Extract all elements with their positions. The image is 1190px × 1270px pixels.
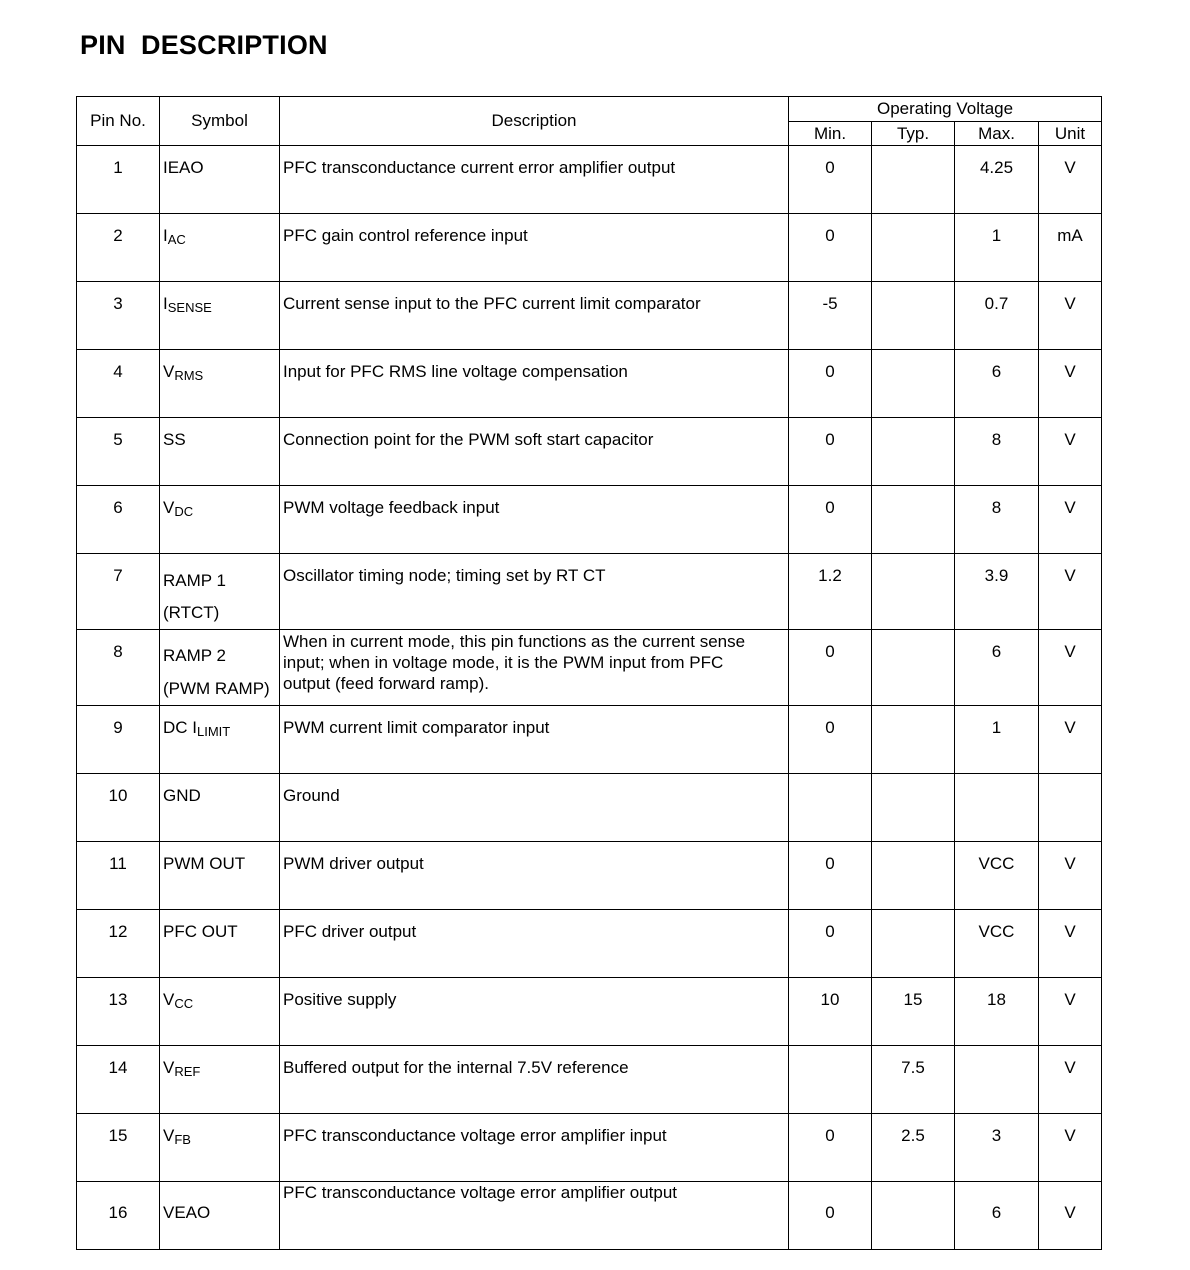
pin-symbol: [160, 554, 279, 629]
symbol-cell: [160, 910, 280, 978]
max-cell: [955, 842, 1039, 910]
unit-value: V: [1064, 1203, 1076, 1222]
min-value: 0: [825, 498, 835, 517]
pin-symbol: [160, 842, 279, 874]
pin-symbol: [160, 282, 279, 314]
pin-symbol: [160, 214, 279, 246]
symbol-text: PFC OUT: [163, 922, 238, 941]
min-value: 0: [825, 362, 835, 381]
min-cell: [789, 486, 872, 554]
max-cell: [955, 1114, 1039, 1182]
symbol-cell: [160, 630, 280, 706]
typ-value: [872, 706, 954, 718]
pin-number-cell: [77, 1182, 160, 1250]
description-cell: [280, 842, 789, 910]
symbol-text: SS: [163, 430, 186, 449]
max-value: 3: [991, 1126, 1002, 1145]
symbol-subscript: AC: [167, 232, 186, 247]
table-row: [77, 1046, 1102, 1114]
unit-cell: [1039, 214, 1102, 282]
pin-number-cell: [77, 350, 160, 418]
unit-value: V: [1064, 362, 1076, 381]
pin-number: 11: [109, 854, 127, 873]
pin-description: PFC transconductance current error amplifier output: [283, 158, 676, 177]
min-value: 0: [825, 854, 835, 873]
description-line-1: When in current mode, this pin functions as the current sense: [283, 632, 746, 651]
pin-symbol: [160, 774, 279, 806]
pin-number: 9: [113, 718, 123, 737]
table-row: [77, 842, 1102, 910]
symbol-text: I: [163, 226, 168, 245]
header-typ: Typ.: [872, 122, 955, 146]
description-cell: [280, 554, 789, 630]
max-cell: [955, 774, 1039, 842]
symbol-text: GND: [163, 786, 201, 805]
unit-value: mA: [1057, 226, 1083, 245]
typ-value: [872, 554, 954, 566]
description-cell: [280, 978, 789, 1046]
typ-cell: [872, 978, 955, 1046]
pin-symbol: [160, 910, 279, 942]
table-row: [77, 282, 1102, 350]
symbol-text: I: [163, 294, 168, 313]
header-description: Description: [280, 97, 789, 146]
pin-symbol: [160, 630, 279, 705]
symbol-cell: [160, 214, 280, 282]
min-value: [789, 1046, 871, 1058]
max-value: VCC: [978, 922, 1015, 941]
description-cell: [280, 486, 789, 554]
pin-description: PWM voltage feedback input: [283, 498, 500, 517]
symbol-text: IEAO: [163, 158, 204, 177]
min-value: 0: [825, 642, 835, 661]
pin-number-cell: [77, 486, 160, 554]
unit-value: V: [1064, 294, 1076, 313]
unit-cell: [1039, 350, 1102, 418]
pin-number: 5: [113, 430, 123, 449]
pin-number-cell: [77, 706, 160, 774]
typ-value: 15: [903, 990, 923, 1009]
pin-number-cell: [77, 554, 160, 630]
pin-symbol: [160, 1182, 279, 1223]
min-cell: [789, 418, 872, 486]
symbol-text: V: [163, 1126, 175, 1145]
symbol-cell: [160, 978, 280, 1046]
pin-description: PFC driver output: [283, 922, 417, 941]
pin-description: PWM driver output: [283, 854, 424, 873]
symbol-subscript: REF: [174, 1064, 201, 1079]
max-cell: [955, 1182, 1039, 1250]
pin-number: 4: [113, 362, 123, 381]
unit-value: V: [1064, 642, 1076, 661]
unit-value: [1039, 774, 1101, 786]
typ-cell: [872, 554, 955, 630]
pin-number-cell: [77, 774, 160, 842]
symbol-cell: [160, 1114, 280, 1182]
typ-value: 7.5: [901, 1058, 925, 1077]
pin-number-cell: [77, 418, 160, 486]
max-value: VCC: [978, 854, 1015, 873]
typ-value: [872, 910, 954, 922]
min-cell: [789, 910, 872, 978]
max-cell: [955, 978, 1039, 1046]
max-cell: [955, 910, 1039, 978]
symbol-subscript: SENSE: [167, 300, 212, 315]
pin-number-cell: [77, 910, 160, 978]
table-row: [77, 1182, 1102, 1250]
pin-description-table: [76, 96, 1102, 1250]
min-value: 0: [825, 1203, 835, 1222]
max-cell: [955, 418, 1039, 486]
symbol-cell: [160, 1046, 280, 1114]
symbol-subscript: FB: [174, 1132, 191, 1147]
typ-value: [872, 350, 954, 362]
pin-number: 12: [108, 922, 128, 941]
symbol-subscript: RMS: [174, 368, 204, 383]
description-cell: [280, 706, 789, 774]
unit-cell: [1039, 630, 1102, 706]
table-row: [77, 418, 1102, 486]
pin-number-cell: [77, 1114, 160, 1182]
unit-value: V: [1064, 854, 1076, 873]
max-value: 18: [987, 990, 1006, 1009]
max-value: [955, 774, 1038, 786]
typ-value: [872, 418, 954, 430]
typ-cell: [872, 842, 955, 910]
table-row: [77, 1114, 1102, 1182]
min-value: [789, 774, 871, 786]
typ-value: [872, 774, 954, 786]
symbol-text: VEAO: [163, 1203, 211, 1222]
symbol-cell: [160, 1182, 280, 1250]
description-cell: [280, 350, 789, 418]
pin-symbol: [160, 418, 279, 450]
max-value: 3.9: [984, 566, 1009, 585]
typ-value: [872, 842, 954, 854]
pin-description: Current sense input to the PFC current limit comparator: [283, 294, 701, 313]
typ-value: [872, 486, 954, 498]
table-row: [77, 486, 1102, 554]
typ-cell: [872, 418, 955, 486]
typ-cell: [872, 1182, 955, 1250]
typ-cell: [872, 350, 955, 418]
pin-number-cell: [77, 146, 160, 214]
min-cell: [789, 978, 872, 1046]
max-value: 1: [991, 226, 1002, 245]
table-row: [77, 706, 1102, 774]
description-cell: [280, 1182, 789, 1250]
symbol-cell: [160, 282, 280, 350]
unit-cell: [1039, 1114, 1102, 1182]
pin-number: 10: [108, 786, 128, 805]
pin-number-cell: [77, 282, 160, 350]
description-cell: [280, 630, 789, 706]
unit-cell: [1039, 910, 1102, 978]
pin-symbol: [160, 146, 279, 178]
typ-cell: [872, 706, 955, 774]
typ-cell: [872, 282, 955, 350]
pin-number-cell: [77, 214, 160, 282]
unit-value: V: [1064, 1058, 1076, 1077]
max-value: 1: [991, 718, 1002, 737]
table-row: [77, 214, 1102, 282]
pin-number: 16: [108, 1203, 128, 1222]
pin-number: 14: [108, 1058, 128, 1077]
unit-cell: [1039, 842, 1102, 910]
symbol-subscript: LIMIT: [197, 724, 231, 739]
max-cell: [955, 146, 1039, 214]
pin-number-cell: [77, 978, 160, 1046]
table-row: [77, 554, 1102, 630]
min-cell: [789, 282, 872, 350]
min-cell: [789, 774, 872, 842]
min-value: 1.2: [818, 566, 842, 585]
table-row: [77, 146, 1102, 214]
pin-description: Positive supply: [283, 990, 397, 1009]
pin-number: 8: [113, 642, 123, 661]
pin-number: 13: [108, 990, 128, 1009]
min-value: 0: [825, 718, 835, 737]
unit-cell: [1039, 706, 1102, 774]
min-value: 0: [825, 158, 835, 177]
unit-value: V: [1064, 922, 1076, 941]
header-max: Max.: [955, 122, 1039, 146]
max-cell: [955, 350, 1039, 418]
typ-cell: [872, 486, 955, 554]
unit-cell: [1039, 418, 1102, 486]
max-value: 6: [991, 362, 1002, 381]
unit-cell: [1039, 774, 1102, 842]
description-cell: [280, 214, 789, 282]
max-value: 4.25: [979, 158, 1014, 177]
symbol-text: V: [163, 362, 175, 381]
typ-cell: [872, 1114, 955, 1182]
description-cell: [280, 774, 789, 842]
unit-value: V: [1064, 498, 1076, 517]
symbol-cell: [160, 146, 280, 214]
pin-description: PFC transconductance voltage error amplifier input: [283, 1126, 667, 1145]
pin-symbol: [160, 1114, 279, 1146]
pin-description: [280, 630, 788, 694]
pin-description: Connection point for the PWM soft start capacitor: [283, 430, 654, 449]
max-value: 6: [991, 1203, 1002, 1222]
description-line-2: input; when in voltage mode, it is the PWM input from PFC: [283, 653, 724, 672]
description-cell: [280, 910, 789, 978]
page-title: PIN DESCRIPTION: [80, 30, 328, 60]
unit-cell: [1039, 978, 1102, 1046]
pin-number: 2: [113, 226, 123, 245]
symbol-text: V: [163, 990, 175, 1009]
symbol-text-line-2: (PWM RAMP): [163, 679, 270, 698]
pin-number: 3: [113, 294, 123, 313]
pin-number: 7: [113, 566, 123, 585]
min-value: 10: [820, 990, 840, 1009]
pin-number-cell: [77, 1046, 160, 1114]
symbol-cell: [160, 842, 280, 910]
header-unit: Unit: [1039, 122, 1102, 146]
symbol-text: V: [163, 1058, 175, 1077]
unit-value: V: [1064, 990, 1076, 1009]
min-value: 0: [825, 922, 835, 941]
unit-cell: [1039, 1046, 1102, 1114]
min-cell: [789, 350, 872, 418]
min-value: 0: [825, 226, 835, 245]
symbol-text: DC I: [163, 718, 197, 737]
max-value: 6: [991, 642, 1002, 661]
pin-symbol: [160, 350, 279, 382]
symbol-text: PWM OUT: [163, 854, 246, 873]
header-pin-no: Pin No.: [77, 97, 160, 146]
min-cell: [789, 1046, 872, 1114]
symbol-cell: [160, 486, 280, 554]
table-row: [77, 978, 1102, 1046]
pin-description: PFC transconductance voltage error amplifier output: [283, 1183, 678, 1202]
unit-value: V: [1064, 158, 1076, 177]
pin-number: 15: [108, 1126, 128, 1145]
max-cell: [955, 214, 1039, 282]
pin-description: PWM current limit comparator input: [283, 718, 550, 737]
typ-cell: [872, 214, 955, 282]
symbol-cell: [160, 774, 280, 842]
pin-symbol: [160, 1046, 279, 1078]
unit-cell: [1039, 486, 1102, 554]
description-cell: [280, 146, 789, 214]
symbol-text: V: [163, 498, 175, 517]
symbol-text-line-2: (RTCT): [163, 603, 220, 622]
max-value: 8: [991, 430, 1002, 449]
min-value: 0: [825, 1126, 835, 1145]
unit-cell: [1039, 554, 1102, 630]
symbol-subscript: DC: [174, 504, 194, 519]
typ-cell: [872, 630, 955, 706]
symbol-text: RAMP 1: [163, 571, 226, 590]
header-symbol: Symbol: [160, 97, 280, 146]
description-cell: [280, 282, 789, 350]
max-value: [955, 1046, 1038, 1058]
unit-value: V: [1064, 718, 1076, 737]
max-cell: [955, 1046, 1039, 1114]
min-cell: [789, 214, 872, 282]
min-value: 0: [825, 430, 835, 449]
typ-value: [872, 282, 954, 294]
unit-cell: [1039, 282, 1102, 350]
pin-number: 1: [113, 158, 123, 177]
pin-description: PFC gain control reference input: [283, 226, 528, 245]
description-cell: [280, 1114, 789, 1182]
header-min: Min.: [789, 122, 872, 146]
pin-number-cell: [77, 842, 160, 910]
max-cell: [955, 630, 1039, 706]
symbol-cell: [160, 350, 280, 418]
symbol-text: RAMP 2: [163, 646, 226, 665]
max-cell: [955, 706, 1039, 774]
symbol-cell: [160, 554, 280, 630]
pin-description: Input for PFC RMS line voltage compensation: [283, 362, 628, 381]
typ-cell: [872, 1046, 955, 1114]
pin-description: Ground: [283, 786, 340, 805]
description-cell: [280, 1046, 789, 1114]
typ-value: [872, 630, 954, 642]
pin-description: Oscillator timing node; timing set by RT CT: [283, 566, 606, 585]
min-cell: [789, 1114, 872, 1182]
typ-cell: [872, 146, 955, 214]
typ-value: [872, 1182, 954, 1203]
pin-number: 6: [113, 498, 123, 517]
pin-number-cell: [77, 630, 160, 706]
pin-symbol: [160, 706, 279, 738]
symbol-subscript: CC: [174, 996, 194, 1011]
max-cell: [955, 554, 1039, 630]
min-cell: [789, 554, 872, 630]
unit-value: V: [1064, 566, 1076, 585]
max-value: 0.7: [984, 294, 1009, 313]
max-cell: [955, 282, 1039, 350]
unit-cell: [1039, 146, 1102, 214]
max-cell: [955, 486, 1039, 554]
header-operating-voltage: Operating Voltage: [789, 97, 1102, 122]
typ-cell: [872, 774, 955, 842]
unit-value: V: [1064, 1126, 1076, 1145]
min-cell: [789, 630, 872, 706]
typ-cell: [872, 910, 955, 978]
typ-value: 2.5: [901, 1126, 925, 1145]
pin-symbol: [160, 978, 279, 1010]
description-cell: [280, 418, 789, 486]
pin-description: Buffered output for the internal 7.5V reference: [283, 1058, 629, 1077]
symbol-cell: [160, 706, 280, 774]
unit-cell: [1039, 1182, 1102, 1250]
typ-value: [872, 146, 954, 158]
table-row: [77, 910, 1102, 978]
max-value: 8: [991, 498, 1002, 517]
typ-value: [872, 214, 954, 226]
min-cell: [789, 146, 872, 214]
min-cell: [789, 842, 872, 910]
min-cell: [789, 1182, 872, 1250]
min-cell: [789, 706, 872, 774]
table-row: [77, 774, 1102, 842]
description-line-3: output (feed forward ramp).: [283, 674, 489, 693]
table-row: [77, 630, 1102, 706]
min-value: -5: [822, 294, 838, 313]
table-row: [77, 350, 1102, 418]
unit-value: V: [1064, 430, 1076, 449]
pin-symbol: [160, 486, 279, 518]
symbol-cell: [160, 418, 280, 486]
